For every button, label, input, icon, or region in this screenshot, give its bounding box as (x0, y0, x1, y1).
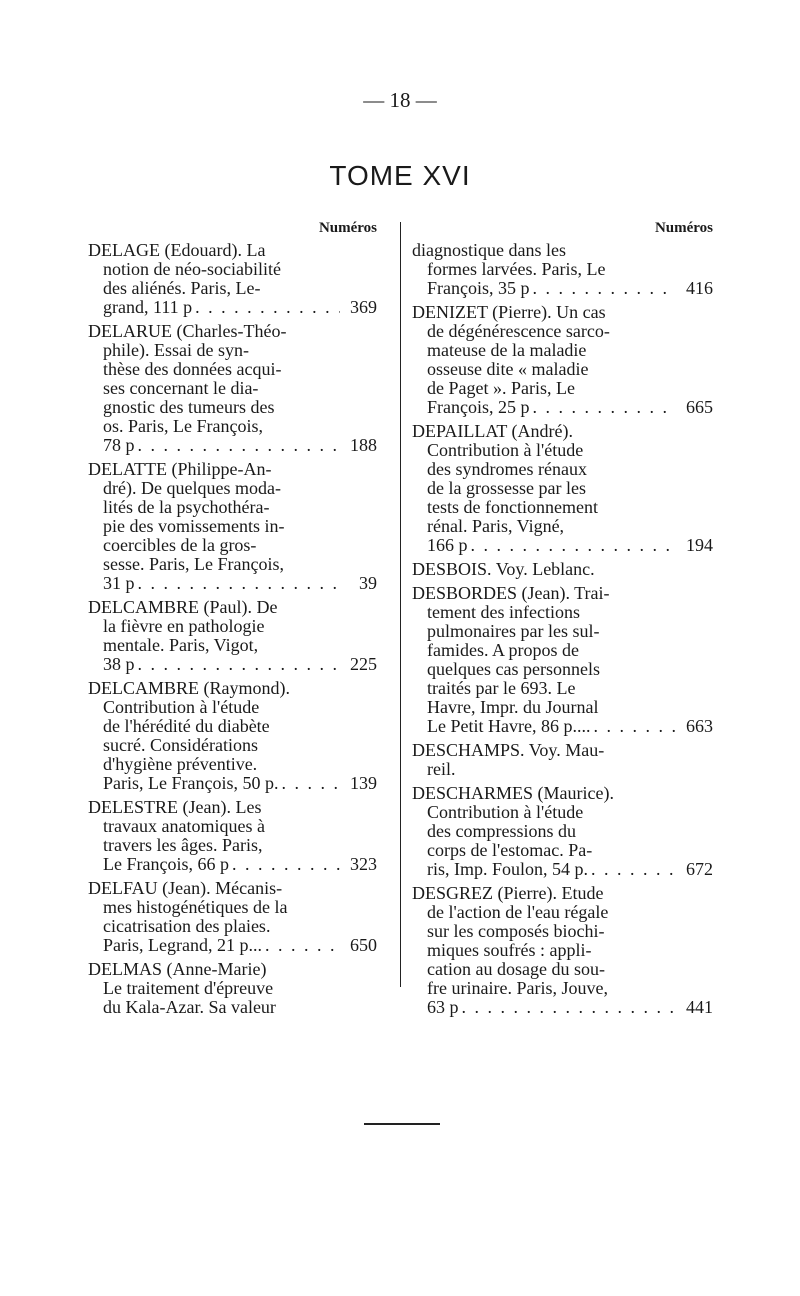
index-entry (88, 322, 377, 455)
entry-line (412, 960, 713, 979)
entry-number: 39 (359, 574, 377, 593)
entry-number: 663 (686, 717, 713, 736)
entry-line (88, 479, 377, 498)
entry-text: DELESTRE (Jean). Les (88, 798, 262, 817)
entry-text: gnostic des tumeurs des (103, 398, 275, 417)
entry-line (412, 760, 713, 779)
entry-text: Contribution à l'étude (427, 441, 584, 460)
right-column (412, 218, 713, 1022)
entry-text: DESBOIS. Voy. Leblanc. (412, 560, 595, 579)
entry-text: diagnostique dans les (412, 241, 566, 260)
entry-line (88, 498, 377, 517)
index-entry (412, 303, 713, 417)
entry-text: François, 25 p (427, 398, 530, 417)
entry-line (412, 279, 713, 298)
entry-line (88, 341, 377, 360)
entry-line (88, 998, 377, 1017)
dot-leader (593, 717, 676, 736)
entry-line (88, 679, 377, 698)
dot-leader (591, 860, 676, 879)
entry-text: 63 p (427, 998, 459, 1017)
entry-text: Paris, Le François, 50 p. (103, 774, 279, 793)
entry-text: DEPAILLAT (André). (412, 422, 573, 441)
entry-text: des aliénés. Paris, Le- (103, 279, 261, 298)
entry-text: ris, Imp. Foulon, 54 p. (427, 860, 589, 879)
entry-line (412, 822, 713, 841)
entry-line (412, 441, 713, 460)
entry-line (412, 241, 713, 260)
bottom-rule (364, 1123, 440, 1125)
index-entry (88, 460, 377, 593)
entry-text: sesse. Paris, Le François, (103, 555, 284, 574)
entry-number: 416 (686, 279, 713, 298)
entry-text: tests de fonctionnement (427, 498, 598, 517)
dot-leader (462, 998, 677, 1017)
entry-text: thèse des données acqui- (103, 360, 282, 379)
entry-line (88, 836, 377, 855)
entry-number: 650 (350, 936, 377, 955)
entry-text: de l'hérédité du diabète (103, 717, 270, 736)
entry-line (412, 379, 713, 398)
dot-leader (138, 574, 341, 593)
entry-text: DESCHARMES (Maurice). (412, 784, 614, 803)
entry-line (88, 774, 377, 793)
entry-text: des compressions du (427, 822, 576, 841)
entry-text: DELATTE (Philippe-An- (88, 460, 272, 479)
entry-text: 78 p (103, 436, 135, 455)
entry-text: Le Petit Havre, 86 p.... (427, 717, 591, 736)
entry-text: Contribution à l'étude (427, 803, 584, 822)
index-entry (88, 679, 377, 793)
entry-text: os. Paris, Le François, (103, 417, 263, 436)
left-column (88, 218, 377, 1022)
entry-line (88, 936, 377, 955)
entry-line (412, 860, 713, 879)
entry-line (88, 898, 377, 917)
entry-line (88, 655, 377, 674)
entry-line (412, 922, 713, 941)
entry-line (88, 517, 377, 536)
entry-line (88, 436, 377, 455)
entry-line (412, 679, 713, 698)
entry-line (412, 803, 713, 822)
entry-line (412, 303, 713, 322)
entry-line (88, 617, 377, 636)
entry-text: traités par le 693. Le (427, 679, 576, 698)
dot-leader (138, 655, 341, 674)
entry-text: Havre, Impr. du Journal (427, 698, 599, 717)
entry-line (412, 717, 713, 736)
entry-text: mentale. Paris, Vigot, (103, 636, 259, 655)
entry-text: DESBORDES (Jean). Trai- (412, 584, 610, 603)
entry-line (88, 960, 377, 979)
entry-text: la fièvre en pathologie (103, 617, 265, 636)
entry-text: des syndromes rénaux (427, 460, 587, 479)
entry-line (412, 841, 713, 860)
entry-line (88, 398, 377, 417)
index-entry (412, 560, 713, 579)
index-entry (88, 960, 377, 1017)
entry-text: osseuse dite « maladie (427, 360, 589, 379)
entry-text: Paris, Legrand, 21 p... (103, 936, 262, 955)
entry-text: mes histogénétiques de la (103, 898, 288, 917)
dot-leader (471, 536, 677, 555)
entry-line (88, 979, 377, 998)
entry-text: DELCAMBRE (Paul). De (88, 598, 278, 617)
entry-number: 441 (686, 998, 713, 1017)
entry-line (88, 536, 377, 555)
entry-line (412, 660, 713, 679)
entry-text: mateuse de la maladie (427, 341, 587, 360)
column-header: Numéros (654, 220, 713, 236)
volume-title: TOME XVI (329, 160, 471, 191)
index-entry (412, 584, 713, 736)
entry-line (412, 460, 713, 479)
entry-text: reil. (427, 760, 456, 779)
entry-text: corps de l'estomac. Pa- (427, 841, 593, 860)
entry-line (88, 298, 377, 317)
entry-text: coercibles de la gros- (103, 536, 257, 555)
entry-text: pie des vomissements in- (103, 517, 285, 536)
entry-line (412, 584, 713, 603)
entry-line (412, 322, 713, 341)
index-entry (412, 241, 713, 298)
dot-leader (195, 298, 340, 317)
entry-line (88, 322, 377, 341)
entry-text: travers les âges. Paris, (103, 836, 263, 855)
entry-list (88, 241, 377, 1017)
dot-leader (533, 279, 677, 298)
entry-number: 323 (350, 855, 377, 874)
entry-line (412, 341, 713, 360)
entry-text: de dégénérescence sarco- (427, 322, 610, 341)
entry-text: François, 35 p (427, 279, 530, 298)
entry-number: 139 (350, 774, 377, 793)
index-entry (88, 598, 377, 674)
entry-text: dré). De quelques moda- (103, 479, 281, 498)
entry-line (88, 879, 377, 898)
entry-text: cicatrisation des plaies. (103, 917, 271, 936)
entry-line (88, 555, 377, 574)
entry-text: DESGREZ (Pierre). Etude (412, 884, 604, 903)
entry-line (412, 517, 713, 536)
entry-text: 38 p (103, 655, 135, 674)
entry-text: sur les composés biochi- (427, 922, 605, 941)
entry-line (88, 360, 377, 379)
entry-text: Le François, 66 p (103, 855, 229, 874)
entry-text: ses concernant le dia- (103, 379, 259, 398)
entry-text: de la grossesse par les (427, 479, 586, 498)
entry-line (412, 536, 713, 555)
entry-line (412, 698, 713, 717)
entry-line (88, 417, 377, 436)
dot-leader (281, 774, 340, 793)
entry-text: de l'action de l'eau régale (427, 903, 609, 922)
entry-line (412, 422, 713, 441)
entry-text: formes larvées. Paris, Le (427, 260, 606, 279)
entry-text: quelques cas personnels (427, 660, 600, 679)
entry-line (88, 855, 377, 874)
entry-text: de Paget ». Paris, Le (427, 379, 575, 398)
entry-text: 166 p (427, 536, 468, 555)
entry-number: 672 (686, 860, 713, 879)
entry-line (88, 717, 377, 736)
entry-text: sucré. Considérations (103, 736, 258, 755)
entry-line (412, 498, 713, 517)
entry-line (88, 755, 377, 774)
entry-line (412, 784, 713, 803)
entry-text: miques soufrés : appli- (427, 941, 592, 960)
entry-line (88, 260, 377, 279)
page-number: — 18 — (363, 88, 437, 112)
entry-line (412, 260, 713, 279)
entry-line (88, 698, 377, 717)
entry-text: du Kala-Azar. Sa valeur (103, 998, 276, 1017)
entry-text: travaux anatomiques à (103, 817, 265, 836)
entry-number: 665 (686, 398, 713, 417)
entry-text: DELAGE (Edouard). La (88, 241, 266, 260)
entry-line (88, 798, 377, 817)
entry-text: grand, 111 p (103, 298, 193, 317)
entry-text: d'hygiène préventive. (103, 755, 258, 774)
entry-line (412, 479, 713, 498)
entry-line (88, 574, 377, 593)
entry-line (412, 998, 713, 1017)
entry-line (88, 817, 377, 836)
entry-text: notion de néo-sociabilité (103, 260, 281, 279)
entry-line (412, 641, 713, 660)
entry-text: DENIZET (Pierre). Un cas (412, 303, 606, 322)
entry-line (88, 279, 377, 298)
column-header: Numéros (318, 220, 377, 236)
entry-line (88, 241, 377, 260)
entry-list (412, 241, 713, 1017)
index-entry (412, 741, 713, 779)
entry-line (412, 560, 713, 579)
entry-text: DELCAMBRE (Raymond). (88, 679, 290, 698)
entry-text: fre urinaire. Paris, Jouve, (427, 979, 608, 998)
entry-line (412, 603, 713, 622)
entry-line (412, 941, 713, 960)
index-entry (412, 884, 713, 1017)
entry-line (412, 884, 713, 903)
entry-line (88, 460, 377, 479)
entry-text: Contribution à l'étude (103, 698, 260, 717)
entry-number: 188 (350, 436, 377, 455)
entry-text: DELMAS (Anne-Marie) (88, 960, 267, 979)
entry-text: cation au dosage du sou- (427, 960, 605, 979)
dot-leader (232, 855, 340, 874)
entry-line (88, 636, 377, 655)
entry-line (412, 360, 713, 379)
dot-leader (533, 398, 677, 417)
entry-line (88, 917, 377, 936)
entry-text: phile). Essai de syn- (103, 341, 249, 360)
index-entry (412, 784, 713, 879)
dot-leader (138, 436, 341, 455)
entry-text: lités de la psychothéra- (103, 498, 270, 517)
entry-line (412, 903, 713, 922)
entry-line (412, 979, 713, 998)
entry-text: DELARUE (Charles-Théo- (88, 322, 287, 341)
entry-number: 225 (350, 655, 377, 674)
entry-text: rénal. Paris, Vigné, (427, 517, 565, 536)
entry-text: DESCHAMPS. Voy. Mau- (412, 741, 605, 760)
entry-text: 31 p (103, 574, 135, 593)
entry-text: pulmonaires par les sul- (427, 622, 600, 641)
entry-line (88, 379, 377, 398)
entry-number: 369 (350, 298, 377, 317)
entry-number: 194 (686, 536, 713, 555)
entry-line (88, 598, 377, 617)
entry-line (412, 622, 713, 641)
dot-leader (265, 936, 340, 955)
entry-line (88, 736, 377, 755)
index-entry (88, 241, 377, 317)
entry-text: famides. A propos de (427, 641, 579, 660)
index-entry (412, 422, 713, 555)
entry-text: DELFAU (Jean). Mécanis- (88, 879, 283, 898)
index-entry (88, 798, 377, 874)
index-entry (88, 879, 377, 955)
column-divider (400, 222, 401, 987)
entry-text: tement des infections (427, 603, 580, 622)
entry-line (412, 741, 713, 760)
entry-text: Le traitement d'épreuve (103, 979, 274, 998)
entry-line (412, 398, 713, 417)
